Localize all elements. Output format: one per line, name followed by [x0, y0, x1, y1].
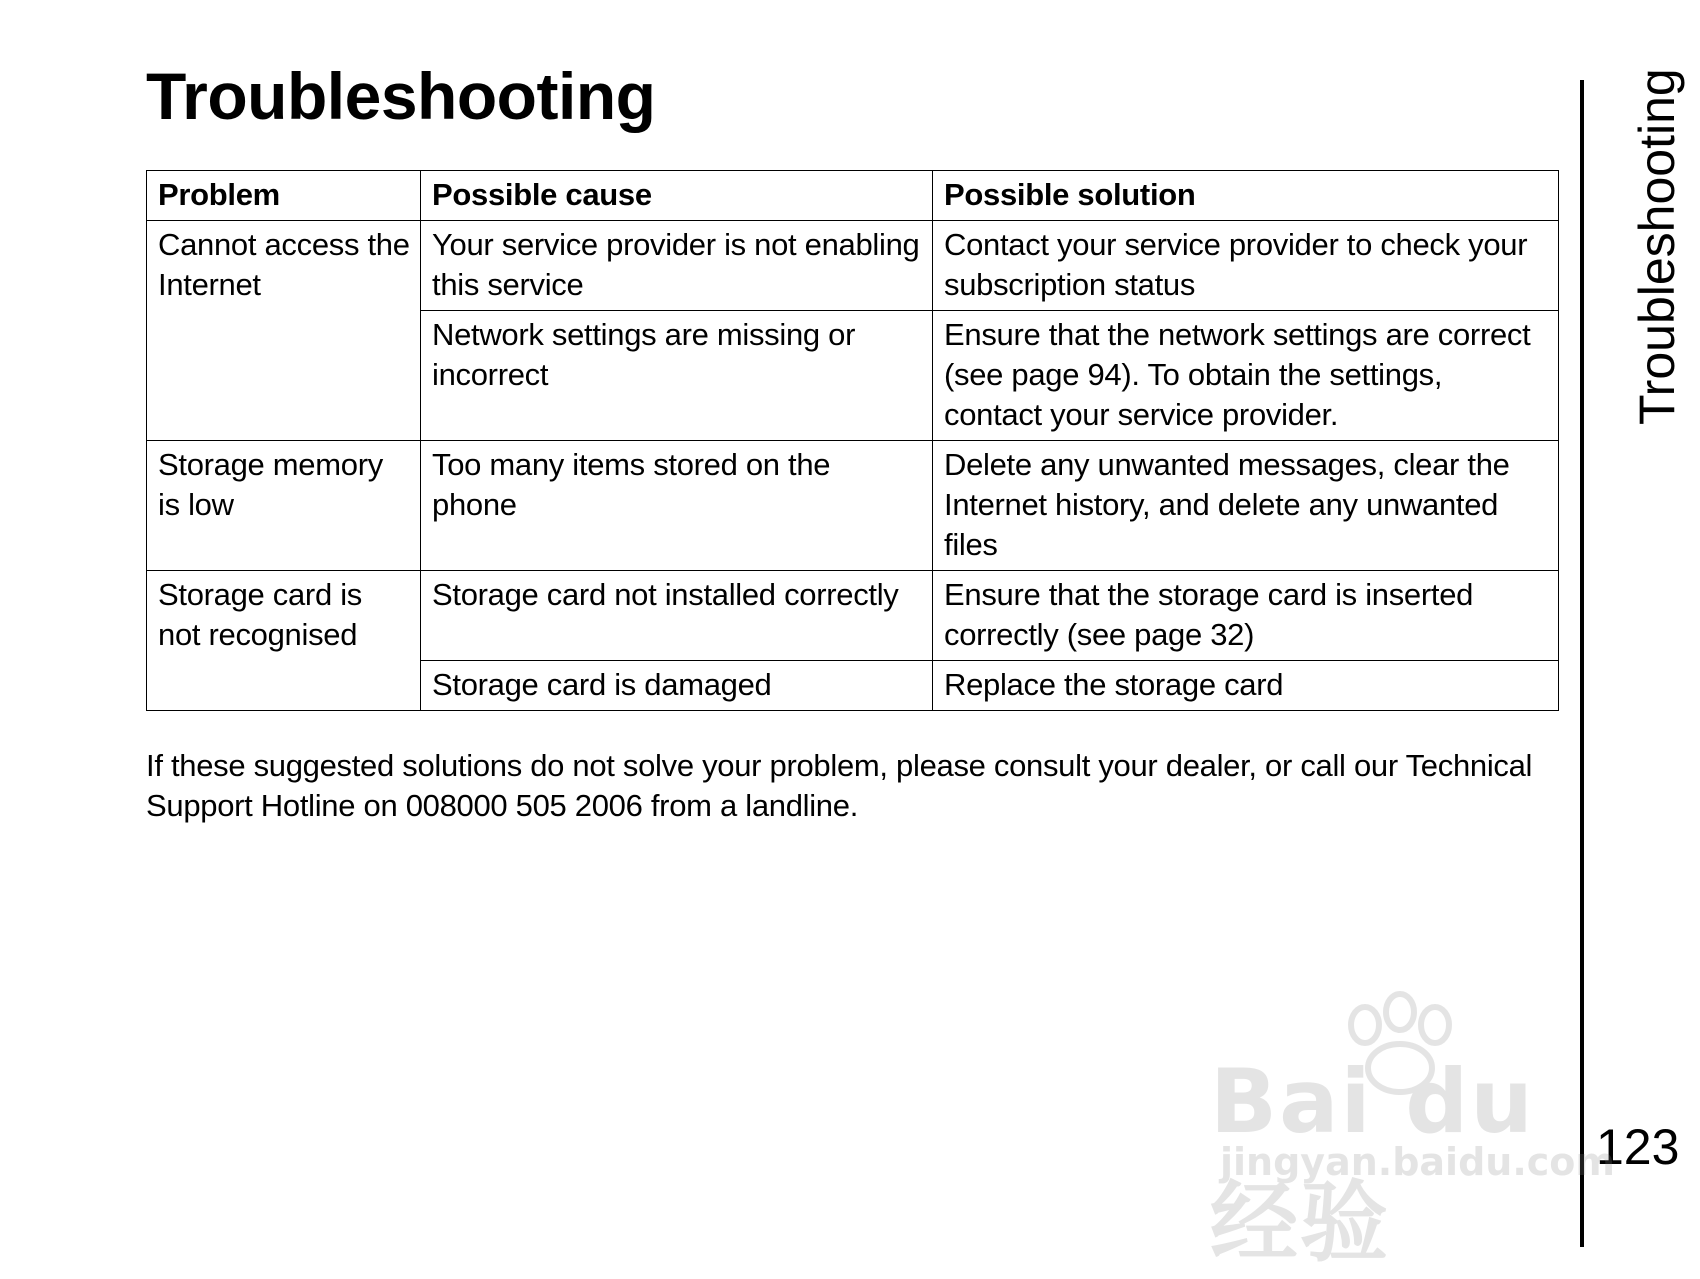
table-row: [147, 441, 1559, 571]
solution-cell: Replace the storage card: [933, 661, 1559, 711]
header-possible-solution: Possible solution: [933, 171, 1559, 221]
cause-cell: Storage card not installed correctly: [421, 571, 933, 661]
problem-cell: Cannot access the Internet: [147, 221, 421, 441]
cause-cell: Network settings are missing or incorrect: [421, 311, 933, 441]
problem-cell: Storage memory is low: [147, 441, 421, 571]
watermark-text: Bai du 经验: [1210, 1050, 1535, 1274]
baidu-watermark: [1210, 990, 1615, 1274]
section-side-tab: Troubleshooting: [1629, 68, 1685, 425]
troubleshooting-table: [146, 170, 1559, 711]
problem-cell: Storage card is not recognised: [147, 571, 421, 711]
support-note: If these suggested solutions do not solve your problem, please consult your dealer, or call our Technical Support Hotline on 008000 505 2006 from a landline.: [146, 748, 1533, 823]
cause-cell: Too many items stored on the phone: [421, 441, 933, 571]
cause-cell: Storage card is damaged: [421, 661, 933, 711]
solution-cell: Ensure that the storage card is inserted correctly (see page 32): [933, 571, 1559, 661]
header-possible-cause: Possible cause: [421, 171, 933, 221]
table-row: [147, 221, 1559, 311]
watermark-url: jingyan.baidu.com: [1220, 1140, 1615, 1184]
table-header-row: [147, 171, 1559, 221]
page-title: Troubleshooting: [146, 59, 656, 133]
header-problem: Problem: [147, 171, 421, 221]
solution-cell: Delete any unwanted messages, clear the Internet history, and delete any unwanted files: [933, 441, 1559, 571]
solution-cell: Ensure that the network settings are correct (see page 94). To obtain the settings, contact your service provider.: [933, 311, 1559, 441]
page-number: 123: [1596, 1119, 1680, 1175]
solution-cell: Contact your service provider to check your subscription status: [933, 221, 1559, 311]
paw-icon: [1320, 990, 1470, 1100]
table-row: [147, 571, 1559, 661]
cause-cell: Your service provider is not enabling this service: [421, 221, 933, 311]
side-divider: [1580, 80, 1584, 1247]
